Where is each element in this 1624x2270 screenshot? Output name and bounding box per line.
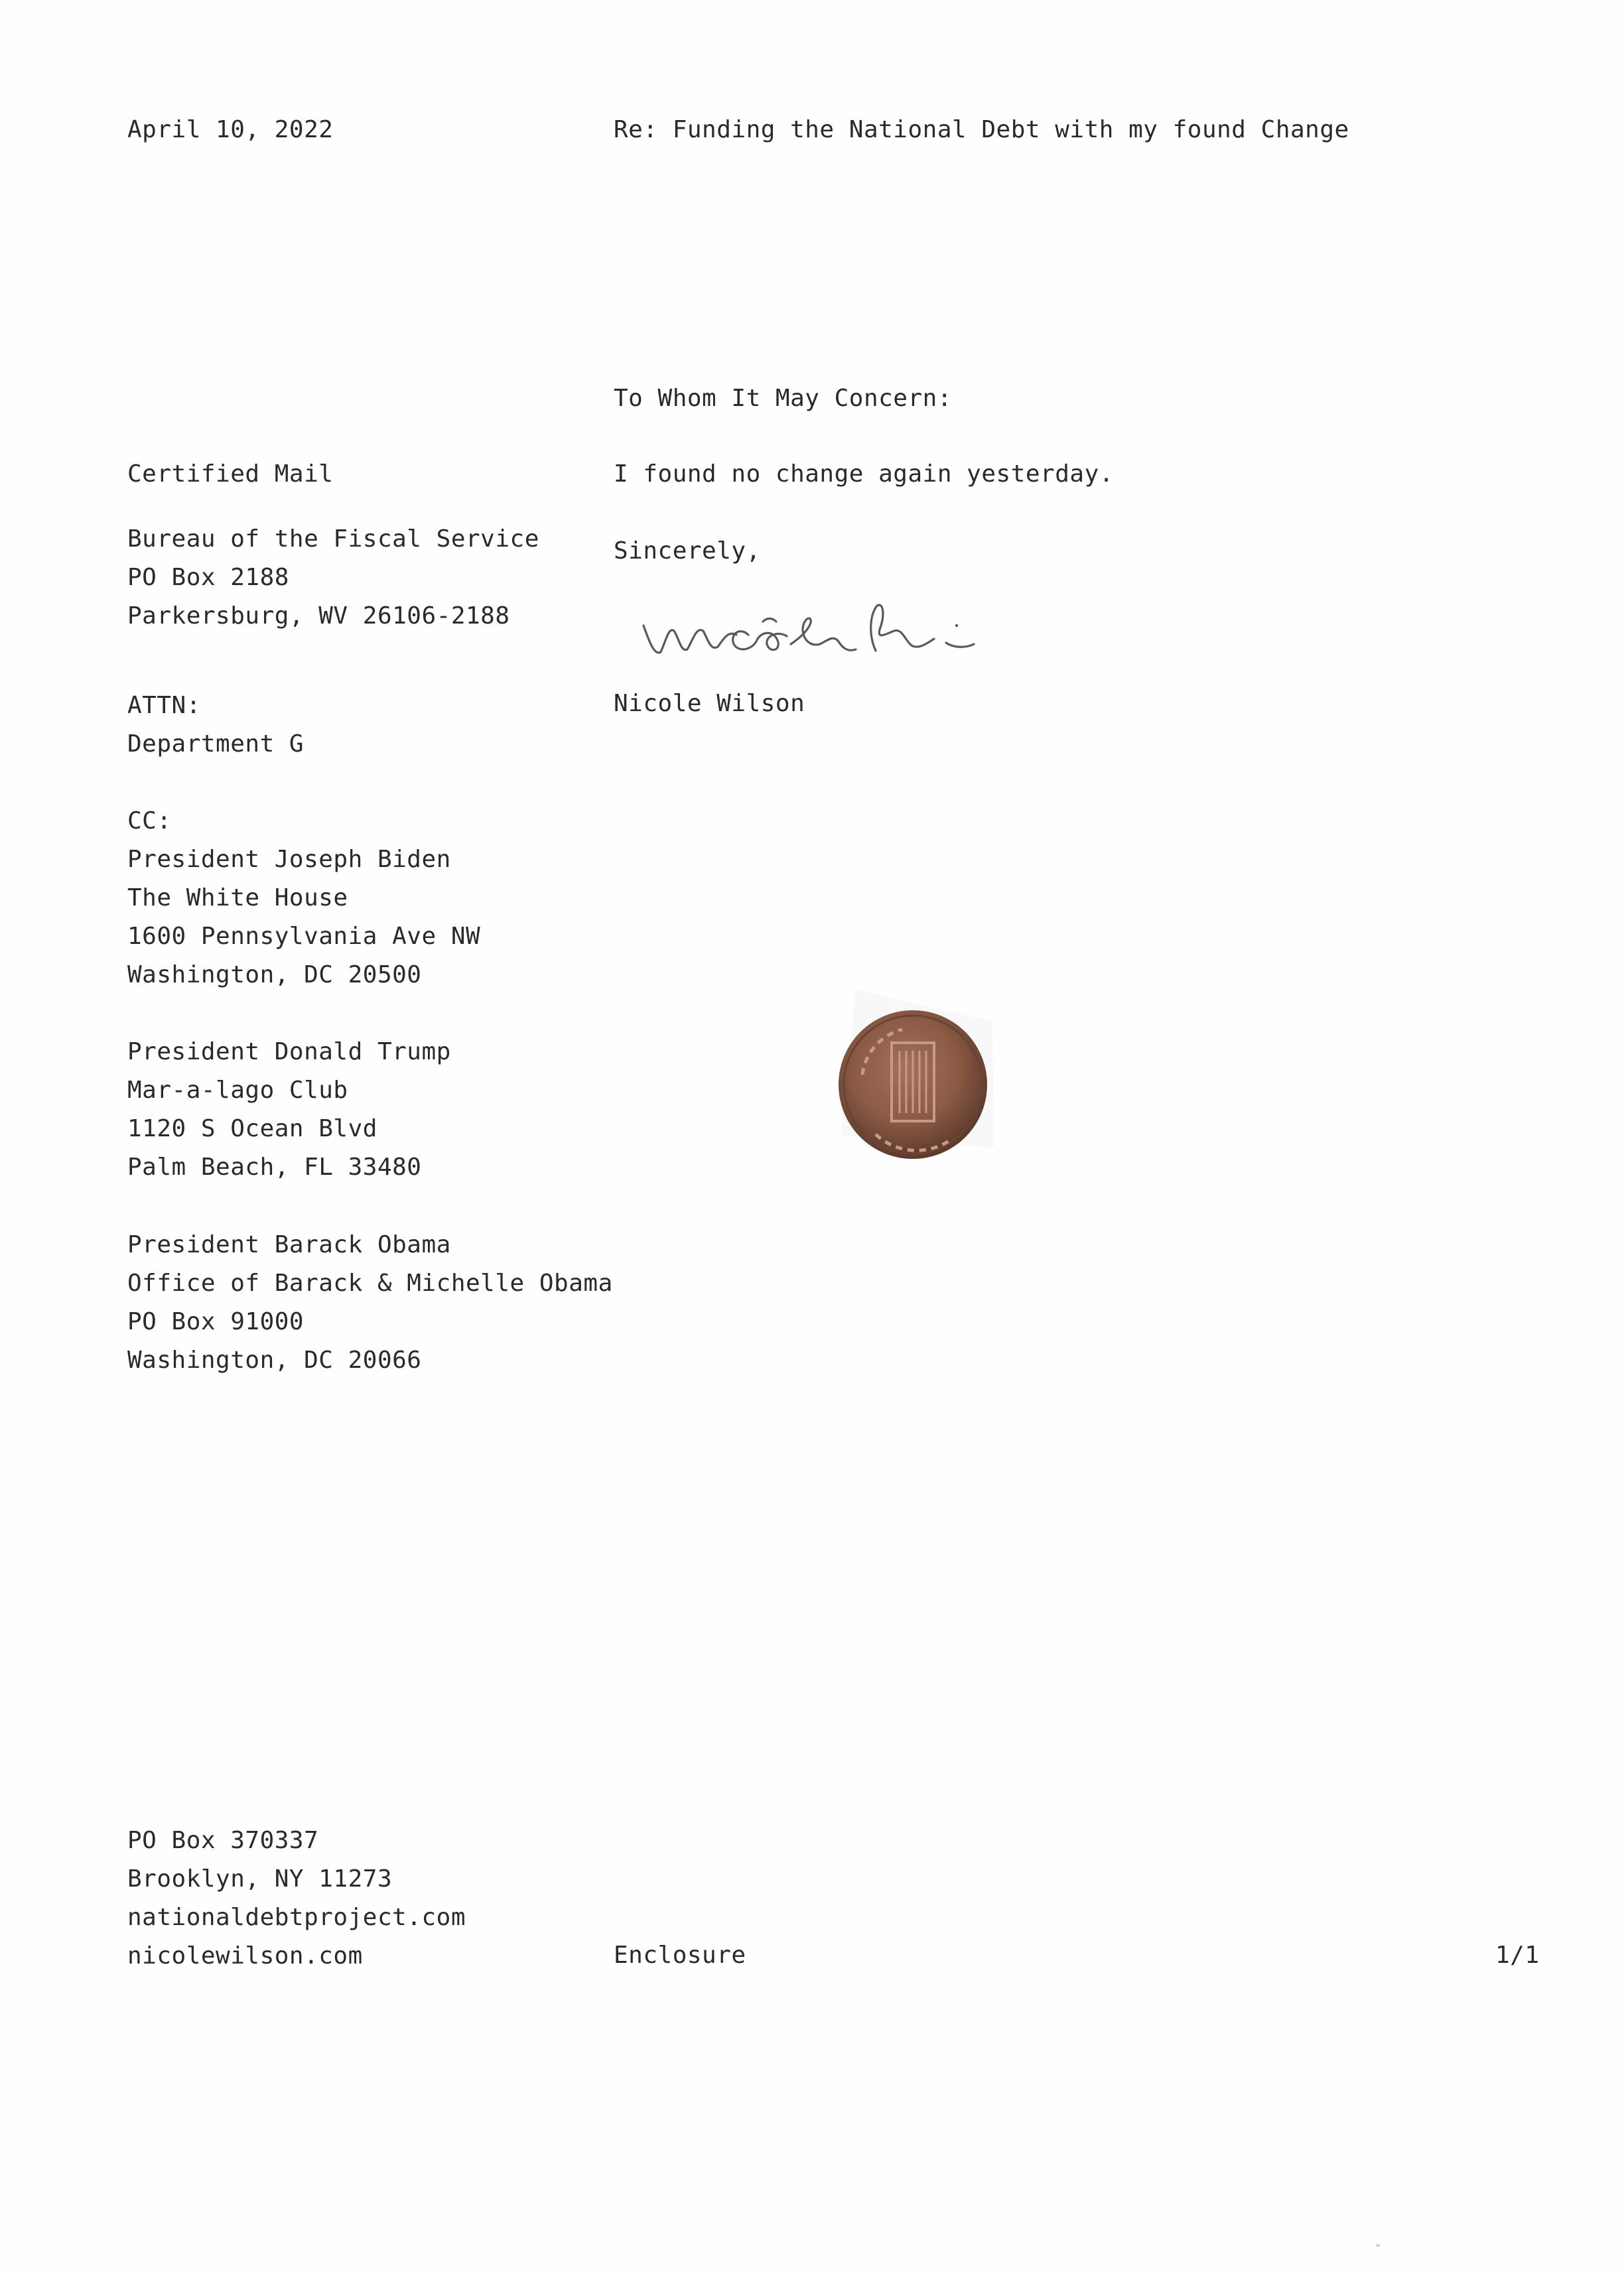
letter-date: April 10, 2022 — [127, 116, 334, 143]
cc-line: 1120 S Ocean Blvd — [127, 1115, 377, 1142]
cc-line: President Donald Trump — [127, 1038, 451, 1065]
cc-entry — [127, 1226, 613, 1380]
attn-department: Department G — [127, 730, 304, 758]
cc-line: Office of Barack & Michelle Obama — [127, 1270, 613, 1297]
cc-label: CC: — [127, 807, 172, 835]
cc-line: PO Box 91000 — [127, 1308, 304, 1335]
address-line: Bureau of the Fiscal Service — [127, 525, 539, 553]
closing: Sincerely, — [614, 537, 761, 565]
signature-name: Nicole Wilson — [614, 690, 805, 717]
salutation: To Whom It May Concern: — [614, 385, 952, 412]
cc-line: 1600 Pennsylvania Ave NW — [127, 923, 481, 950]
letter-body: I found no change again yesterday. — [614, 460, 1114, 488]
page-number: 1/1 — [1495, 1942, 1540, 1969]
footer-line: Brooklyn, NY 11273 — [127, 1865, 393, 1893]
cc-line: Washington, DC 20500 — [127, 961, 422, 988]
cc-line: President Joseph Biden — [127, 846, 451, 873]
cc-line: Palm Beach, FL 33480 — [127, 1154, 422, 1181]
attn-label: ATTN: — [127, 692, 201, 719]
cc-line: Washington, DC 20066 — [127, 1347, 422, 1374]
footer-line: PO Box 370337 — [127, 1827, 319, 1854]
cc-line: President Barack Obama — [127, 1231, 451, 1258]
sender-address — [127, 1822, 466, 1975]
letter-subject: Re: Funding the National Debt with my found Change — [614, 116, 1349, 143]
attn-block — [127, 687, 304, 764]
handwritten-signature — [637, 587, 1008, 673]
enclosure-label: Enclosure — [614, 1942, 746, 1969]
delivery-method: Certified Mail — [127, 460, 334, 488]
cc-entry — [127, 1033, 451, 1187]
cc-block — [127, 802, 480, 994]
recipient-address — [127, 520, 539, 635]
address-line: PO Box 2188 — [127, 564, 289, 591]
cc-line: The White House — [127, 884, 348, 911]
footer-link[interactable]: nicolewilson.com — [127, 1942, 363, 1970]
cc-line: Mar-a-lago Club — [127, 1077, 348, 1104]
scan-speck — [1376, 2244, 1380, 2247]
address-line: Parkersburg, WV 26106-2188 — [127, 602, 510, 630]
footer-link[interactable]: nationaldebtproject.com — [127, 1904, 466, 1931]
enclosed-coin — [836, 982, 995, 1181]
